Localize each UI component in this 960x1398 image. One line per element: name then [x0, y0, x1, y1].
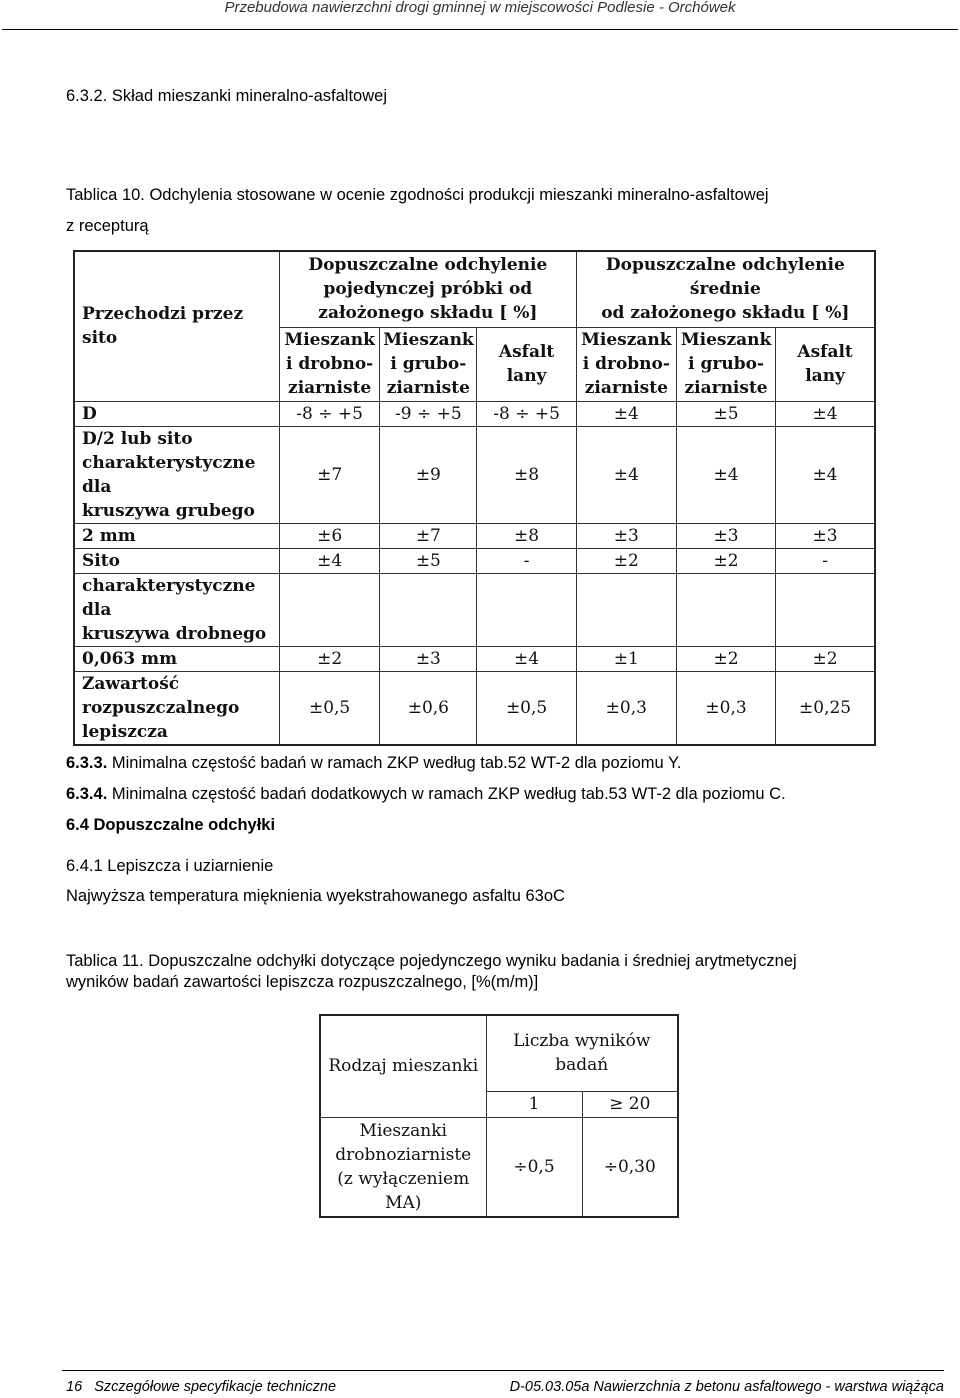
footer-rule — [62, 1370, 944, 1371]
cell: ±9 — [380, 426, 477, 523]
cell: ÷0,5 — [486, 1117, 582, 1217]
table10-caption-line1: Tablica 10. Odchylenia stosowane w ocenie zgodności produkcji mieszanki mineralno-asfaltowej — [66, 186, 769, 204]
row-label: charakterystyczne dla kruszywa drobnego — [74, 573, 280, 646]
cell: ±4 — [676, 426, 775, 523]
cell — [776, 573, 875, 646]
table-row — [74, 548, 875, 573]
row-label: D/2 lub sito charakterystyczne dla kruszywa grubego — [74, 426, 280, 523]
cell — [380, 573, 477, 646]
cell: -8 ÷ +5 — [280, 401, 380, 426]
row-label: Mieszanki drobnoziarniste (z wyłączeniem MA) — [320, 1117, 486, 1217]
cell: ±8 — [477, 523, 576, 548]
row-label: D — [74, 401, 280, 426]
cell: - — [776, 548, 875, 573]
col-header-n20: ≥ 20 — [582, 1091, 678, 1117]
cell: ÷0,30 — [582, 1117, 678, 1217]
table-row — [74, 401, 875, 426]
col-header-mix-type: Rodzaj mieszanki — [320, 1015, 486, 1117]
cell: ±0,3 — [676, 671, 775, 745]
cell: ±7 — [380, 523, 477, 548]
cell: ±2 — [280, 646, 380, 671]
para-634-number: 6.3.4. — [66, 785, 108, 803]
subheader-fine: Mieszank i drobno- ziarniste — [280, 327, 380, 401]
cell: - — [477, 548, 576, 573]
para-633 — [66, 753, 681, 773]
cell: ±0,3 — [576, 671, 676, 745]
section-heading-641: 6.4.1 Lepiszcza i uziarnienie — [66, 857, 274, 875]
cell: ±4 — [280, 548, 380, 573]
cell: ±2 — [576, 548, 676, 573]
table-row — [74, 573, 875, 646]
para-634 — [66, 784, 786, 804]
cell: ±0,5 — [280, 671, 380, 745]
cell: ±7 — [280, 426, 380, 523]
cell — [676, 573, 775, 646]
cell: ±3 — [380, 646, 477, 671]
cell: -9 ÷ +5 — [380, 401, 477, 426]
row-label: 0,063 mm — [74, 646, 280, 671]
footer-left-text: Szczegółowe specyfikacje techniczne — [94, 1379, 337, 1395]
cell: ±4 — [776, 401, 875, 426]
header-rule — [2, 29, 958, 30]
row-label: 2 mm — [74, 523, 280, 548]
deviation-table — [73, 250, 876, 746]
cell: ±3 — [776, 523, 875, 548]
cell: ±2 — [776, 646, 875, 671]
subheader-mastic-mean: Asfalt lany — [776, 327, 875, 401]
page-footer-left — [66, 1378, 336, 1396]
cell: ±0,6 — [380, 671, 477, 745]
cell: ±1 — [576, 646, 676, 671]
table-row — [74, 426, 875, 523]
subheader-coarse-mean: Mieszank i grubo- ziarniste — [676, 327, 775, 401]
header-title: Przebudowa nawierzchni drogi gminnej w miejscowości Podlesie - Orchówek — [224, 0, 736, 16]
page-header — [0, 0, 960, 30]
para-633-text: Minimalna częstość badań w ramach ZKP według tab.52 WT-2 dla poziomu Y. — [107, 754, 682, 772]
table-row — [74, 523, 875, 548]
footer-right-text: D-05.03.05a Nawierzchnia z betonu asfaltowego - warstwa wiążąca — [509, 1379, 944, 1395]
table11-caption-line1: Tablica 11. Dopuszczalne odchyłki dotyczące pojedynczego wyniku badania i średniej arytmetycznej — [66, 952, 797, 970]
section-641-text: Najwyższa temperatura mięknienia wyekstrahowanego asfaltu 63oC — [66, 887, 565, 905]
col-header-sieve: Przechodzi przez sito — [74, 251, 280, 401]
table-row — [320, 1117, 678, 1217]
para-633-number: 6.3.3. — [66, 754, 108, 772]
cell: ±0,5 — [477, 671, 576, 745]
subheader-fine-mean: Mieszank i drobno- ziarniste — [576, 327, 676, 401]
col-header-n1: 1 — [486, 1091, 582, 1117]
cell: ±0,25 — [776, 671, 875, 745]
cell: ±3 — [576, 523, 676, 548]
col-header-mean: Dopuszczalne odchylenie średnie od założonego składu [ %] — [576, 251, 875, 327]
cell — [576, 573, 676, 646]
subheader-mastic: Asfalt lany — [477, 327, 576, 401]
binder-deviation-table — [319, 1014, 679, 1218]
table11-caption-line2: wyników badań zawartości lepiszcza rozpuszczalnego, [%(m/m)] — [66, 973, 539, 991]
cell: ±5 — [676, 401, 775, 426]
page-number: 16 — [66, 1379, 83, 1395]
cell — [477, 573, 576, 646]
table10-caption-line2: z recepturą — [66, 217, 149, 235]
section-heading-632: 6.3.2. Skład mieszanki mineralno-asfaltowej — [66, 87, 387, 105]
cell: ±3 — [676, 523, 775, 548]
col-header-result-count: Liczba wyników badań — [486, 1015, 678, 1091]
cell: ±2 — [676, 646, 775, 671]
cell: ±4 — [477, 646, 576, 671]
table-row — [74, 671, 875, 745]
subheader-coarse: Mieszank i grubo- ziarniste — [380, 327, 477, 401]
cell: -8 ÷ +5 — [477, 401, 576, 426]
cell: ±6 — [280, 523, 380, 548]
row-label: Sito — [74, 548, 280, 573]
cell: ±5 — [380, 548, 477, 573]
cell: ±4 — [576, 426, 676, 523]
table-row — [74, 646, 875, 671]
col-header-single-sample: Dopuszczalne odchylenie pojedynczej próbki od założonego składu [ %] — [280, 251, 577, 327]
para-634-text: Minimalna częstość badań dodatkowych w ramach ZKP według tab.53 WT-2 dla poziomu C. — [107, 785, 786, 803]
cell: ±4 — [776, 426, 875, 523]
cell: ±2 — [676, 548, 775, 573]
cell: ±8 — [477, 426, 576, 523]
cell — [280, 573, 380, 646]
row-label: Zawartość rozpuszczalnego lepiszcza — [74, 671, 280, 745]
section-heading-64: 6.4 Dopuszczalne odchyłki — [66, 816, 276, 834]
cell: ±4 — [576, 401, 676, 426]
